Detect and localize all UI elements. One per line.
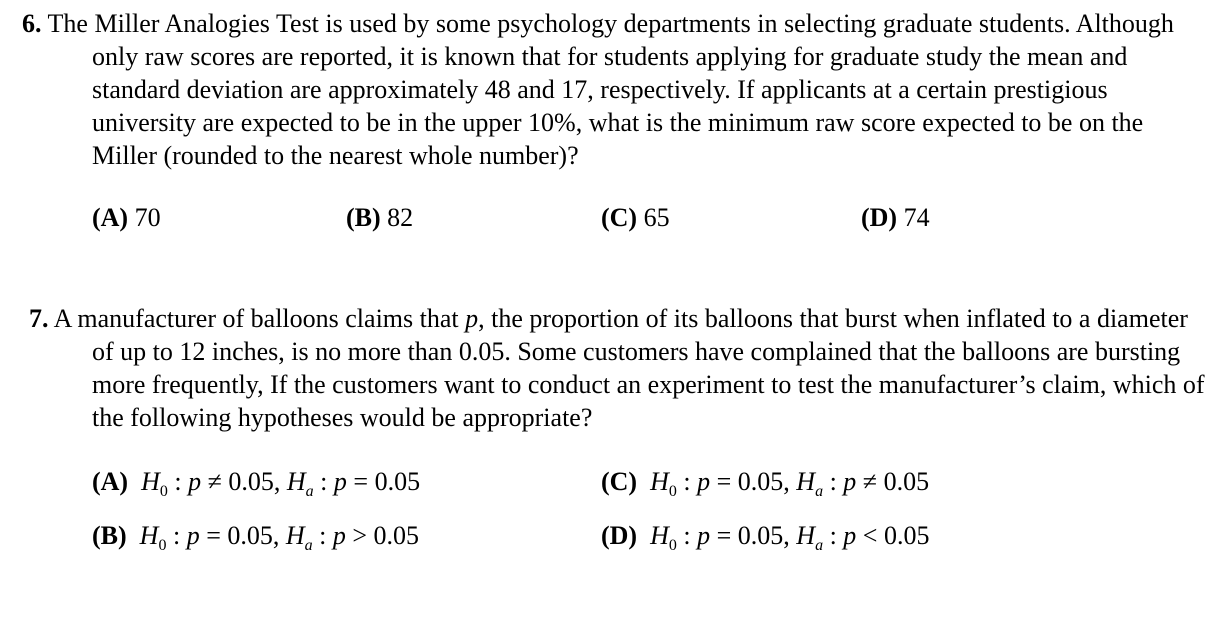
- choice-value: 70: [134, 203, 161, 232]
- hypothesis-expression: $H_0$ : p = 0.05, $H_a$ : p < 0.05: [650, 521, 930, 554]
- choice-d[interactable]: [601, 519, 929, 552]
- question-text: A manufacturer of balloons claims that: [53, 304, 466, 333]
- choice-label: (A): [92, 467, 129, 496]
- question-7-choices-row1: [0, 465, 1206, 505]
- choice-value: 74: [903, 203, 930, 232]
- question-text: The Miller Analogies Test is used by some psychology departments in selecting graduate students. Although only raw scores are reported, it is known that for students applying for graduate study the mean and standard deviation are approximately 48 and 17, respectively. If applicants at a certain prestigious university are expected to be in the upper 10%, what is the minimum raw score expected to be on the Miller (rounded to the nearest whole number)?: [47, 9, 1174, 170]
- choice-c[interactable]: [601, 201, 670, 234]
- question-6-choices: [0, 201, 1206, 241]
- choice-label: (C): [601, 467, 638, 496]
- question-number: 7.: [29, 304, 49, 333]
- choice-a[interactable]: [92, 201, 161, 234]
- choice-b[interactable]: [346, 201, 413, 234]
- question-7-stem: [0, 302, 1206, 434]
- question-6: [0, 7, 1206, 172]
- choice-value: 82: [387, 203, 414, 232]
- choice-b[interactable]: [92, 519, 419, 552]
- hypothesis-expression: $H_0$ : p = 0.05, $H_a$ : p ≠ 0.05: [650, 467, 930, 500]
- variable-p: p: [465, 304, 479, 333]
- choice-label: (D): [601, 521, 638, 550]
- choice-label: (B): [92, 521, 127, 550]
- hypothesis-expression: $H_0$ : p = 0.05, $H_a$ : p > 0.05: [139, 521, 420, 554]
- choice-label: (B): [346, 203, 381, 232]
- question-7: [0, 302, 1206, 434]
- question-7-choices-row2: [0, 519, 1206, 559]
- choice-value: 65: [643, 203, 670, 232]
- choice-c[interactable]: [601, 465, 929, 498]
- hypothesis-expression: $H_0$ : p ≠ 0.05, $H_a$ : p = 0.05: [141, 467, 421, 500]
- choice-d[interactable]: [861, 201, 930, 234]
- choice-label: (D): [861, 203, 898, 232]
- question-6-stem: [0, 7, 1206, 172]
- question-text-cont: , the proportion of its balloons that burst when inflated to a diameter of up to 12 inches, is no more than 0.05. Some customers have complained that the balloons are bursting more frequently, If the customers want to conduct an experiment to test the manufacturer’s claim, which of the following hypotheses would be appropriate?: [92, 304, 1205, 432]
- choice-a[interactable]: [92, 465, 420, 498]
- question-number: 6.: [22, 9, 42, 38]
- choice-label: (A): [92, 203, 129, 232]
- choice-label: (C): [601, 203, 638, 232]
